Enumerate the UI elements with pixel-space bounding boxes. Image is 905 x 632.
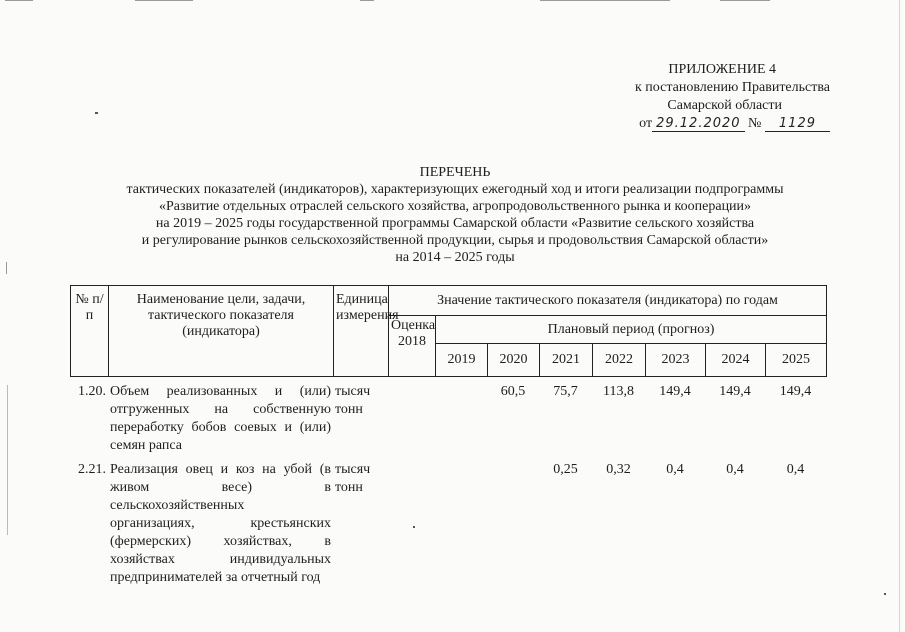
resolution-line: к постановлению Правительства: [634, 80, 830, 95]
header-year-2024: 2024: [706, 344, 766, 377]
header-estimate-2018: Оценка 2018: [389, 316, 436, 377]
row-estimate: [388, 383, 435, 455]
header-unit: Единица измерения: [334, 286, 389, 377]
cell-2022: 113,8: [603, 384, 634, 399]
cell-2020: [487, 461, 539, 587]
row-number: 1.20.: [78, 384, 106, 399]
cell-2022: 0,32: [606, 462, 631, 477]
handwritten-number: 1129: [765, 116, 830, 132]
cell-2023: 0,4: [666, 462, 684, 477]
scan-speck: [413, 526, 415, 528]
header-year-2019: 2019: [436, 344, 488, 377]
title-heading: ПЕРЕЧЕНЬ: [419, 165, 491, 180]
header-planned-period: Плановый период (прогноз): [436, 316, 827, 344]
scan-edge-lines: [0, 0, 905, 2]
appendix-label: ПРИЛОЖЕНИЕ 4: [668, 62, 776, 77]
table-row: [70, 461, 826, 587]
handwritten-date: 29.12.2020: [652, 116, 744, 132]
title-line-1: тактических показателей (индикаторов), характеризующих ежегодный ход и итоги реализации подпрограммы: [126, 182, 784, 197]
scan-edge-mark: [899, 0, 900, 632]
approval-block: [540, 61, 830, 133]
scan-speck: [884, 593, 886, 595]
header-number: № п/п: [71, 286, 109, 377]
row-unit: тысяч тонн: [335, 384, 371, 417]
cell-2023: 149,4: [659, 384, 691, 399]
cell-2021: 75,7: [553, 384, 578, 399]
header-name: Наименование цели, задачи, тактического показателя (индикатора): [109, 286, 334, 377]
row-estimate: [388, 461, 435, 587]
row-name: Реализация овец и коз на убой (в живом весе) в сельскохозяйственных организациях, крестьянских (фермерских) хозяйствах, в хозяйствах индивидуальных предпринимателей за отчетный год: [110, 462, 331, 585]
scan-speck: [95, 112, 98, 114]
date-number-line: [540, 115, 830, 133]
table-row: [70, 383, 826, 455]
header-values-by-year: Значение тактического показателя (индикатора) по годам: [389, 286, 827, 316]
cell-2024: 149,4: [719, 384, 751, 399]
scan-edge-mark: [6, 262, 7, 274]
title-line-3: на 2019 – 2025 годы государственной программы Самарской области «Развитие сельского хозяйства: [155, 216, 755, 231]
cell-2024: 0,4: [726, 462, 744, 477]
cell-2020: 60,5: [500, 384, 526, 399]
row-unit: тысяч тонн: [335, 462, 371, 495]
header-year-2022: 2022: [593, 344, 646, 377]
title-line-2: «Развитие отдельных отраслей сельского хозяйства, агропродовольственного рынка и кооперации»: [158, 199, 752, 214]
from-label: от: [639, 116, 653, 131]
header-year-2021: 2021: [540, 344, 593, 377]
header-year-2020: 2020: [488, 344, 540, 377]
number-label: №: [748, 116, 762, 131]
header-year-2025: 2025: [766, 344, 827, 377]
cell-2025: 0,4: [786, 462, 805, 477]
row-number: 2.21.: [78, 462, 106, 477]
row-name: Объем реализованных и (или) отгруженных на собственную переработку бобов соевых и (или) семян рапса: [110, 384, 331, 453]
indicators-table-header: [70, 285, 827, 377]
cell-2019: [435, 383, 487, 455]
cell-2025: 149,4: [779, 384, 812, 399]
title-line-4: и регулирование рынков сельскохозяйственной продукции, сырья и продовольствия Самарской области»: [141, 233, 769, 248]
title-line-5: на 2014 – 2025 годы: [395, 250, 515, 265]
scan-edge-mark: [7, 385, 8, 535]
cell-2019: [435, 461, 487, 587]
document-title: [60, 164, 850, 266]
region-line: Самарской области: [667, 98, 782, 113]
cell-2021: 0,25: [553, 462, 578, 477]
header-year-2023: 2023: [646, 344, 706, 377]
